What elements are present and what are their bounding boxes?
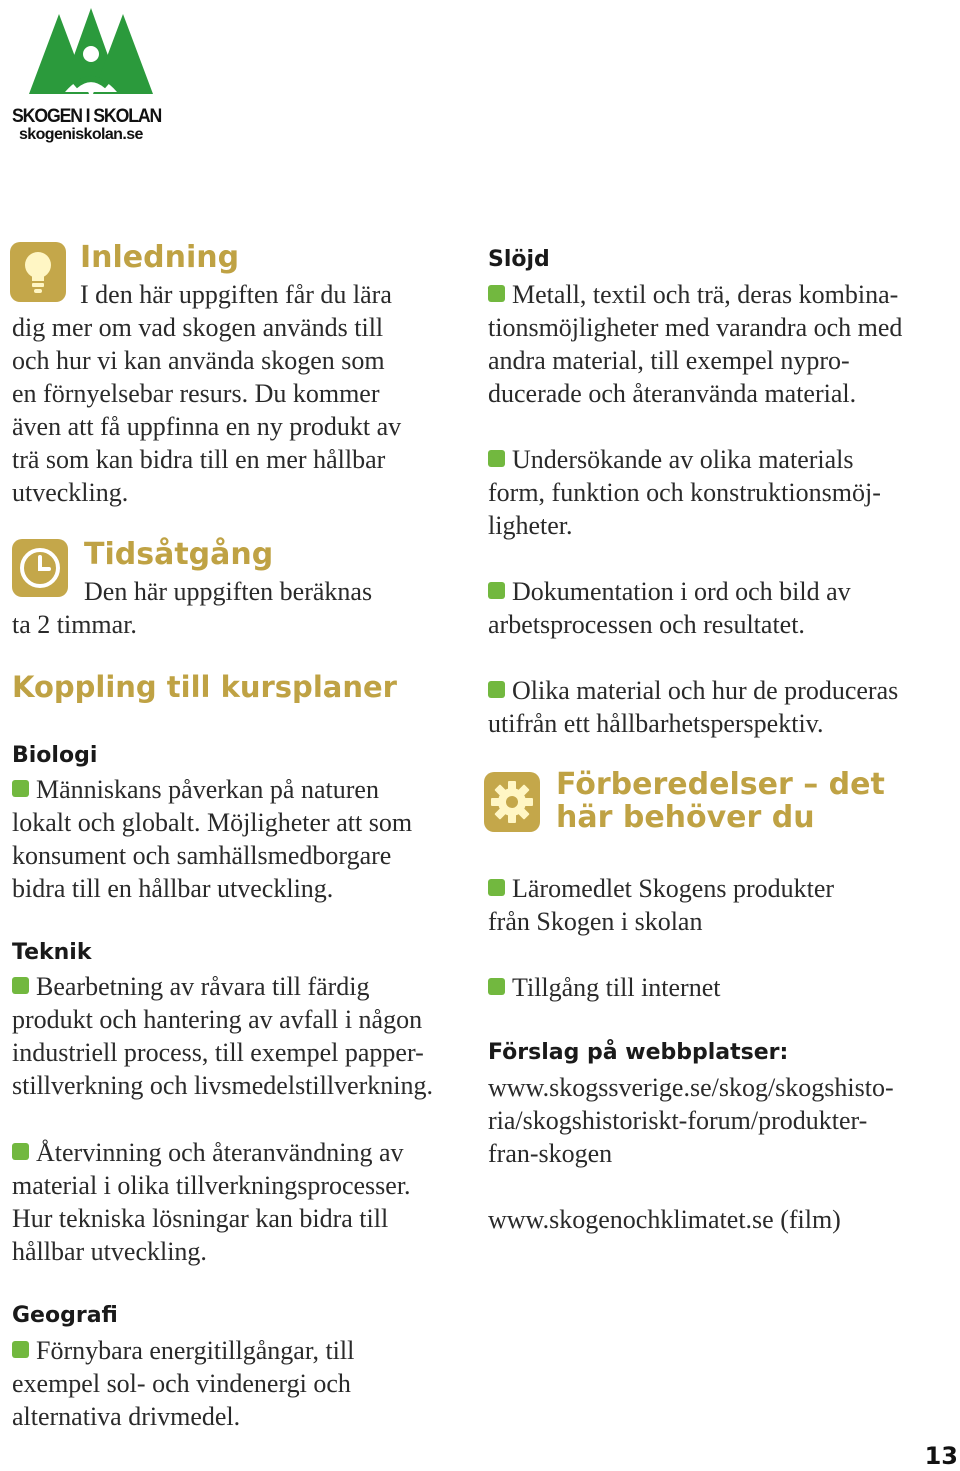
skogen-i-skolan-logo: [10, 6, 160, 146]
slojd-line-text: Metall, textil och trä, deras kombina-: [512, 280, 899, 309]
biologi-line: lokalt och globalt. Möjligheter att som: [12, 808, 413, 837]
slojd-line: [488, 674, 898, 707]
slojd-line: utifrån ett hållbarhetsperspektiv.: [488, 709, 824, 738]
bullet-icon: [12, 1143, 29, 1160]
teknik-item-2: [12, 1136, 411, 1268]
teknik-line-text: Bearbetning av råvara till färdig: [36, 972, 370, 1001]
bullet-icon: [12, 1341, 29, 1358]
slojd-line-text: Olika material och hur de produceras: [512, 676, 899, 705]
slojd-item-4: [488, 674, 898, 740]
prep-title-line: Förberedelser – det: [556, 767, 885, 802]
slojd-line: andra material, till exempel nypro-: [488, 346, 850, 375]
bullet-icon: [12, 780, 29, 797]
bullet-icon: [488, 285, 505, 302]
slojd-item-3: [488, 575, 851, 641]
prep-line-text: Tillgång till internet: [512, 973, 721, 1002]
biologi-line: konsument och samhällsmedborgare: [12, 841, 392, 870]
prep-item-2: [488, 971, 720, 1004]
tree-person-logo-icon: [25, 6, 155, 106]
geografi-line: alternativa drivmedel.: [12, 1402, 241, 1431]
time-title: Tidsåtgång: [84, 537, 274, 572]
prep-title: [556, 768, 885, 834]
prep-title-line: här behöver du: [556, 800, 815, 835]
teknik-line: produkt och hantering av avfall i någon: [12, 1005, 423, 1034]
prep-line: [488, 872, 834, 905]
slojd-title: Slöjd: [488, 247, 550, 272]
bullet-icon: [12, 977, 29, 994]
slojd-line-text: Undersökande av olika materials: [512, 445, 854, 474]
prep-line: [488, 971, 720, 1004]
teknik-title: Teknik: [12, 940, 92, 965]
slojd-line: ducerade och återanvända material.: [488, 379, 857, 408]
slojd-line-text: Dokumentation i ord och bild av: [512, 577, 851, 606]
teknik-line: hållbar utveckling.: [12, 1237, 207, 1266]
intro-title: Inledning: [80, 240, 240, 275]
teknik-line: [12, 1136, 411, 1169]
geografi-line: [12, 1334, 354, 1367]
web-link-1[interactable]: [488, 1071, 894, 1170]
time-line: Den här uppgiften beräknas: [84, 577, 373, 606]
teknik-item-1: [12, 970, 433, 1102]
slojd-item-1: [488, 278, 902, 410]
geografi-line: exempel sol- och vindenergi och: [12, 1369, 351, 1398]
teknik-line: stillverkning och livsmedelstillverkning.: [12, 1071, 434, 1100]
teknik-line: Hur tekniska lösningar kan bidra till: [12, 1204, 389, 1233]
bullet-icon: [488, 879, 505, 896]
biologi-line: [12, 773, 412, 806]
geografi-text: [12, 1334, 354, 1433]
teknik-line-text: Återvinning och återanvändning av: [36, 1138, 404, 1167]
logo-url: skogeniskolan.se: [19, 126, 143, 143]
page-number: 13: [924, 1442, 958, 1470]
gear-icon: [484, 772, 540, 832]
biologi-text: [12, 773, 412, 905]
intro-line: utveckling.: [12, 478, 129, 507]
time-text: [12, 575, 372, 641]
intro-line: även att få uppfinna en ny produkt av: [12, 412, 402, 441]
time-line: ta 2 timmar.: [12, 610, 137, 639]
bullet-icon: [488, 582, 505, 599]
biologi-line: bidra till en hållbar utveckling.: [12, 874, 334, 903]
prep-line: från Skogen i skolan: [488, 907, 703, 936]
slojd-item-2: [488, 443, 881, 542]
intro-line: dig mer om vad skogen används till: [12, 313, 384, 342]
web-link-line[interactable]: www.skogenochklimatet.se (film): [488, 1205, 841, 1234]
biologi-title: Biologi: [12, 743, 98, 768]
web-link-line[interactable]: www.skogssverige.se/skog/skogshisto-: [488, 1073, 894, 1102]
biologi-line-text: Människans påverkan på naturen: [36, 775, 379, 804]
teknik-line: industriell process, till exempel papper-: [12, 1038, 424, 1067]
slojd-line: [488, 278, 902, 311]
web-link-line[interactable]: ria/skogshistoriskt-forum/produkter-: [488, 1106, 868, 1135]
prep-line-text: Läromedlet Skogens produkter: [512, 874, 835, 903]
curriculum-title: Koppling till kursplaner: [12, 670, 397, 704]
slojd-line: [488, 575, 851, 608]
slojd-line: form, funktion och konstruktionsmöj-: [488, 478, 881, 507]
intro-line: och hur vi kan använda skogen som: [12, 346, 385, 375]
bullet-icon: [488, 978, 505, 995]
intro-line: en förnyelsebar resurs. Du kommer: [12, 379, 380, 408]
intro-line: trä som kan bidra till en mer hållbar: [12, 445, 386, 474]
intro-line: I den här uppgiften får du lära: [80, 280, 392, 309]
web-link-line[interactable]: fran-skogen: [488, 1139, 613, 1168]
slojd-line: [488, 443, 881, 476]
bullet-icon: [488, 681, 505, 698]
web-link-2[interactable]: [488, 1203, 841, 1236]
intro-text: [12, 278, 401, 509]
bullet-icon: [488, 450, 505, 467]
geografi-title: Geografi: [12, 1303, 118, 1328]
logo-name: SKOGEN I SKOLAN: [12, 106, 162, 127]
teknik-line: material i olika tillverkningsprocesser.: [12, 1171, 411, 1200]
gear-icon-box: [484, 772, 540, 832]
slojd-line: ligheter.: [488, 511, 573, 540]
slojd-line: arbetsprocessen och resultatet.: [488, 610, 805, 639]
teknik-line: [12, 970, 433, 1003]
geografi-line-text: Förnybara energitillgångar, till: [36, 1336, 355, 1365]
prep-item-1: [488, 872, 834, 938]
slojd-line: tionsmöjligheter med varandra och med: [488, 313, 903, 342]
web-title: Förslag på webbplatser:: [488, 1040, 789, 1065]
